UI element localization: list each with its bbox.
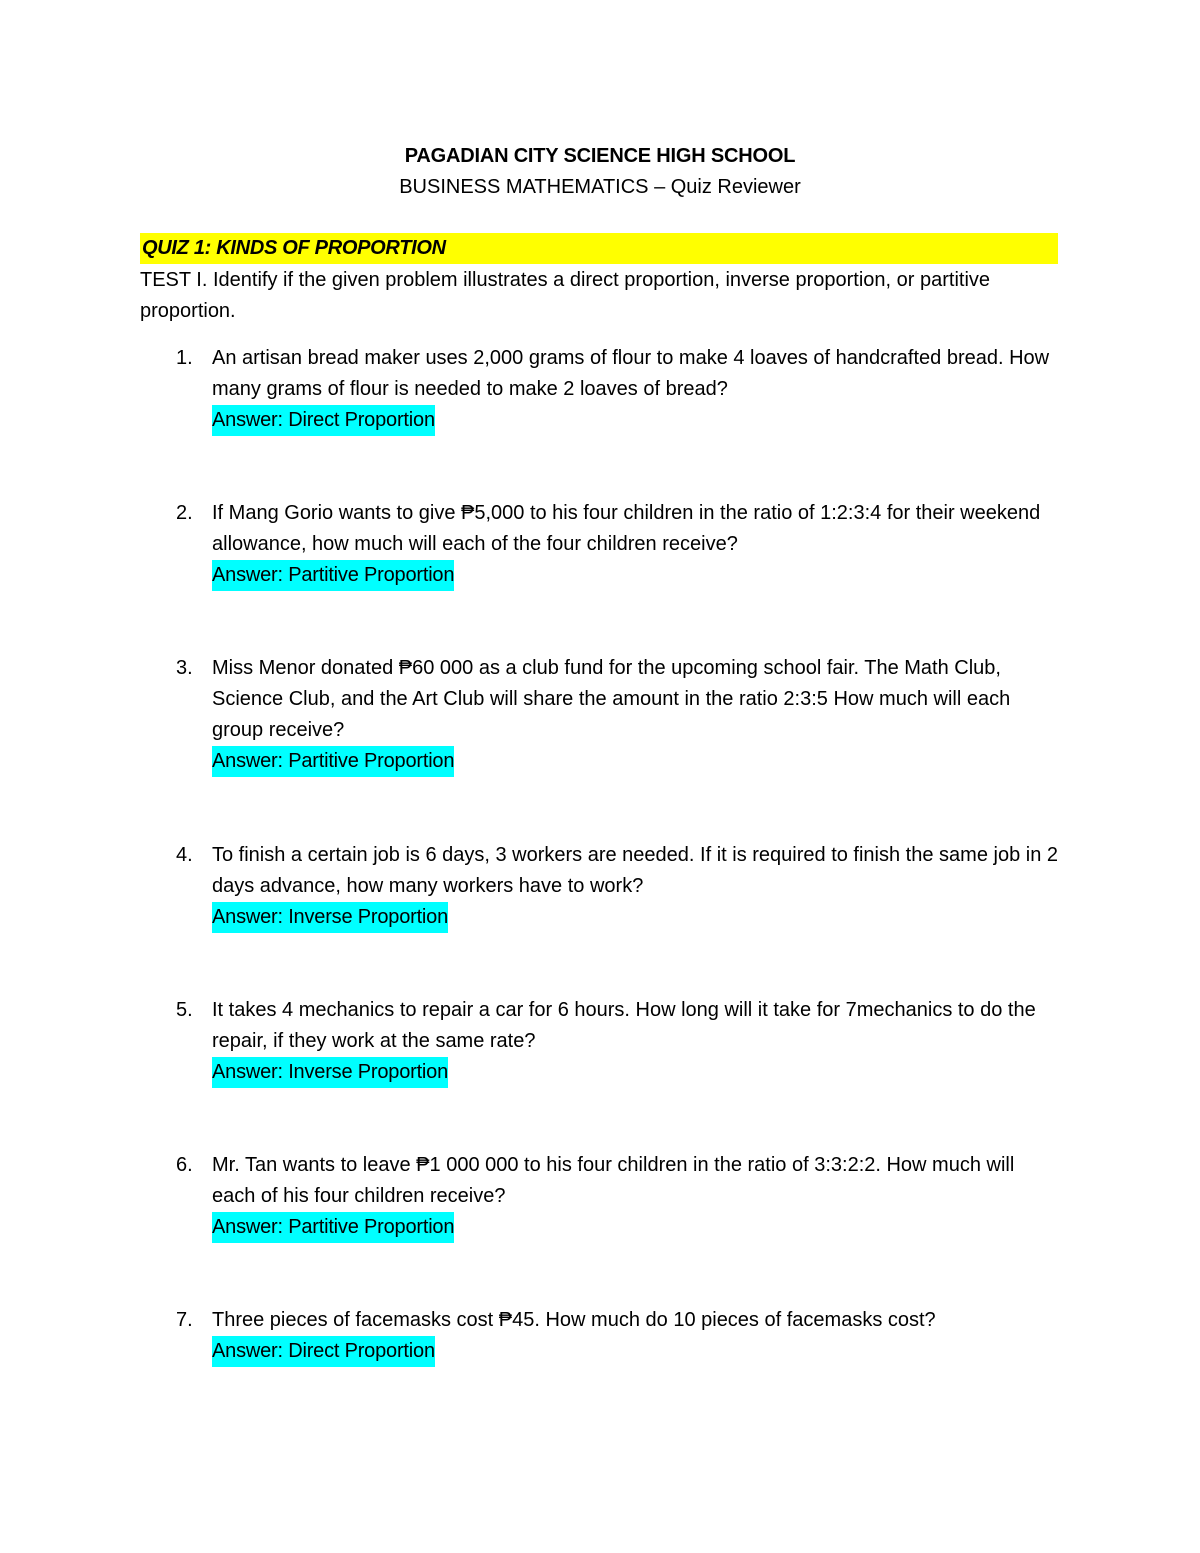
question-text: Three pieces of facemasks cost ₱45. How much do 10 pieces of facemasks cost? [212, 1309, 936, 1331]
answer-highlight: Answer: Direct Proportion [212, 1336, 435, 1367]
document-subtitle: BUSINESS MATHEMATICS – Quiz Reviewer [399, 176, 801, 198]
question-text: Mr. Tan wants to leave ₱1 000 000 to his four children in the ratio of 3:3:2:2. How much will each of his four children receive? [212, 1154, 1015, 1207]
answer-highlight: Answer: Direct Proportion [212, 405, 435, 436]
question-number: 1. [176, 347, 193, 369]
question-text: It takes 4 mechanics to repair a car for 6 hours. How long will it take for 7mechanics to do the repair, if they work at the same rate? [212, 999, 1036, 1052]
answer-highlight: Answer: Inverse Proportion [212, 1057, 448, 1088]
question-number: 2. [176, 502, 193, 524]
school-name: PAGADIAN CITY SCIENCE HIGH SCHOOL [404, 145, 796, 167]
answer-highlight: Answer: Partitive Proportion [212, 746, 454, 777]
question-number: 7. [176, 1309, 193, 1331]
question-text: An artisan bread maker uses 2,000 grams of flour to make 4 loaves of handcrafted bread. How many grams of flour is needed to make 2 loaves of bread? [212, 347, 1050, 400]
question-number: 6. [176, 1154, 193, 1176]
question-number: 3. [176, 657, 193, 679]
question-number: 4. [176, 844, 193, 866]
question-text: Miss Menor donated ₱60 000 as a club fund for the upcoming school fair. The Math Club, Science Club, and the Art Club will share the amount in the ratio 2:3:5 How much will each group receive? [212, 657, 1011, 741]
question-number: 5. [176, 999, 193, 1021]
answer-highlight: Answer: Partitive Proportion [212, 1212, 454, 1243]
quiz-title: QUIZ 1: KINDS OF PROPORTION [140, 233, 1058, 264]
test-instruction: TEST I. Identify if the given problem illustrates a direct proportion, inverse proportion, or partitive proportion. [140, 269, 991, 322]
question-text: To finish a certain job is 6 days, 3 workers are needed. If it is required to finish the same job in 2 days advance, how many workers have to work? [212, 844, 1058, 897]
answer-highlight: Answer: Inverse Proportion [212, 902, 448, 933]
answer-highlight: Answer: Partitive Proportion [212, 560, 454, 591]
question-text: If Mang Gorio wants to give ₱5,000 to his four children in the ratio of 1:2:3:4 for their weekend allowance, how much will each of the four children receive? [212, 502, 1041, 555]
